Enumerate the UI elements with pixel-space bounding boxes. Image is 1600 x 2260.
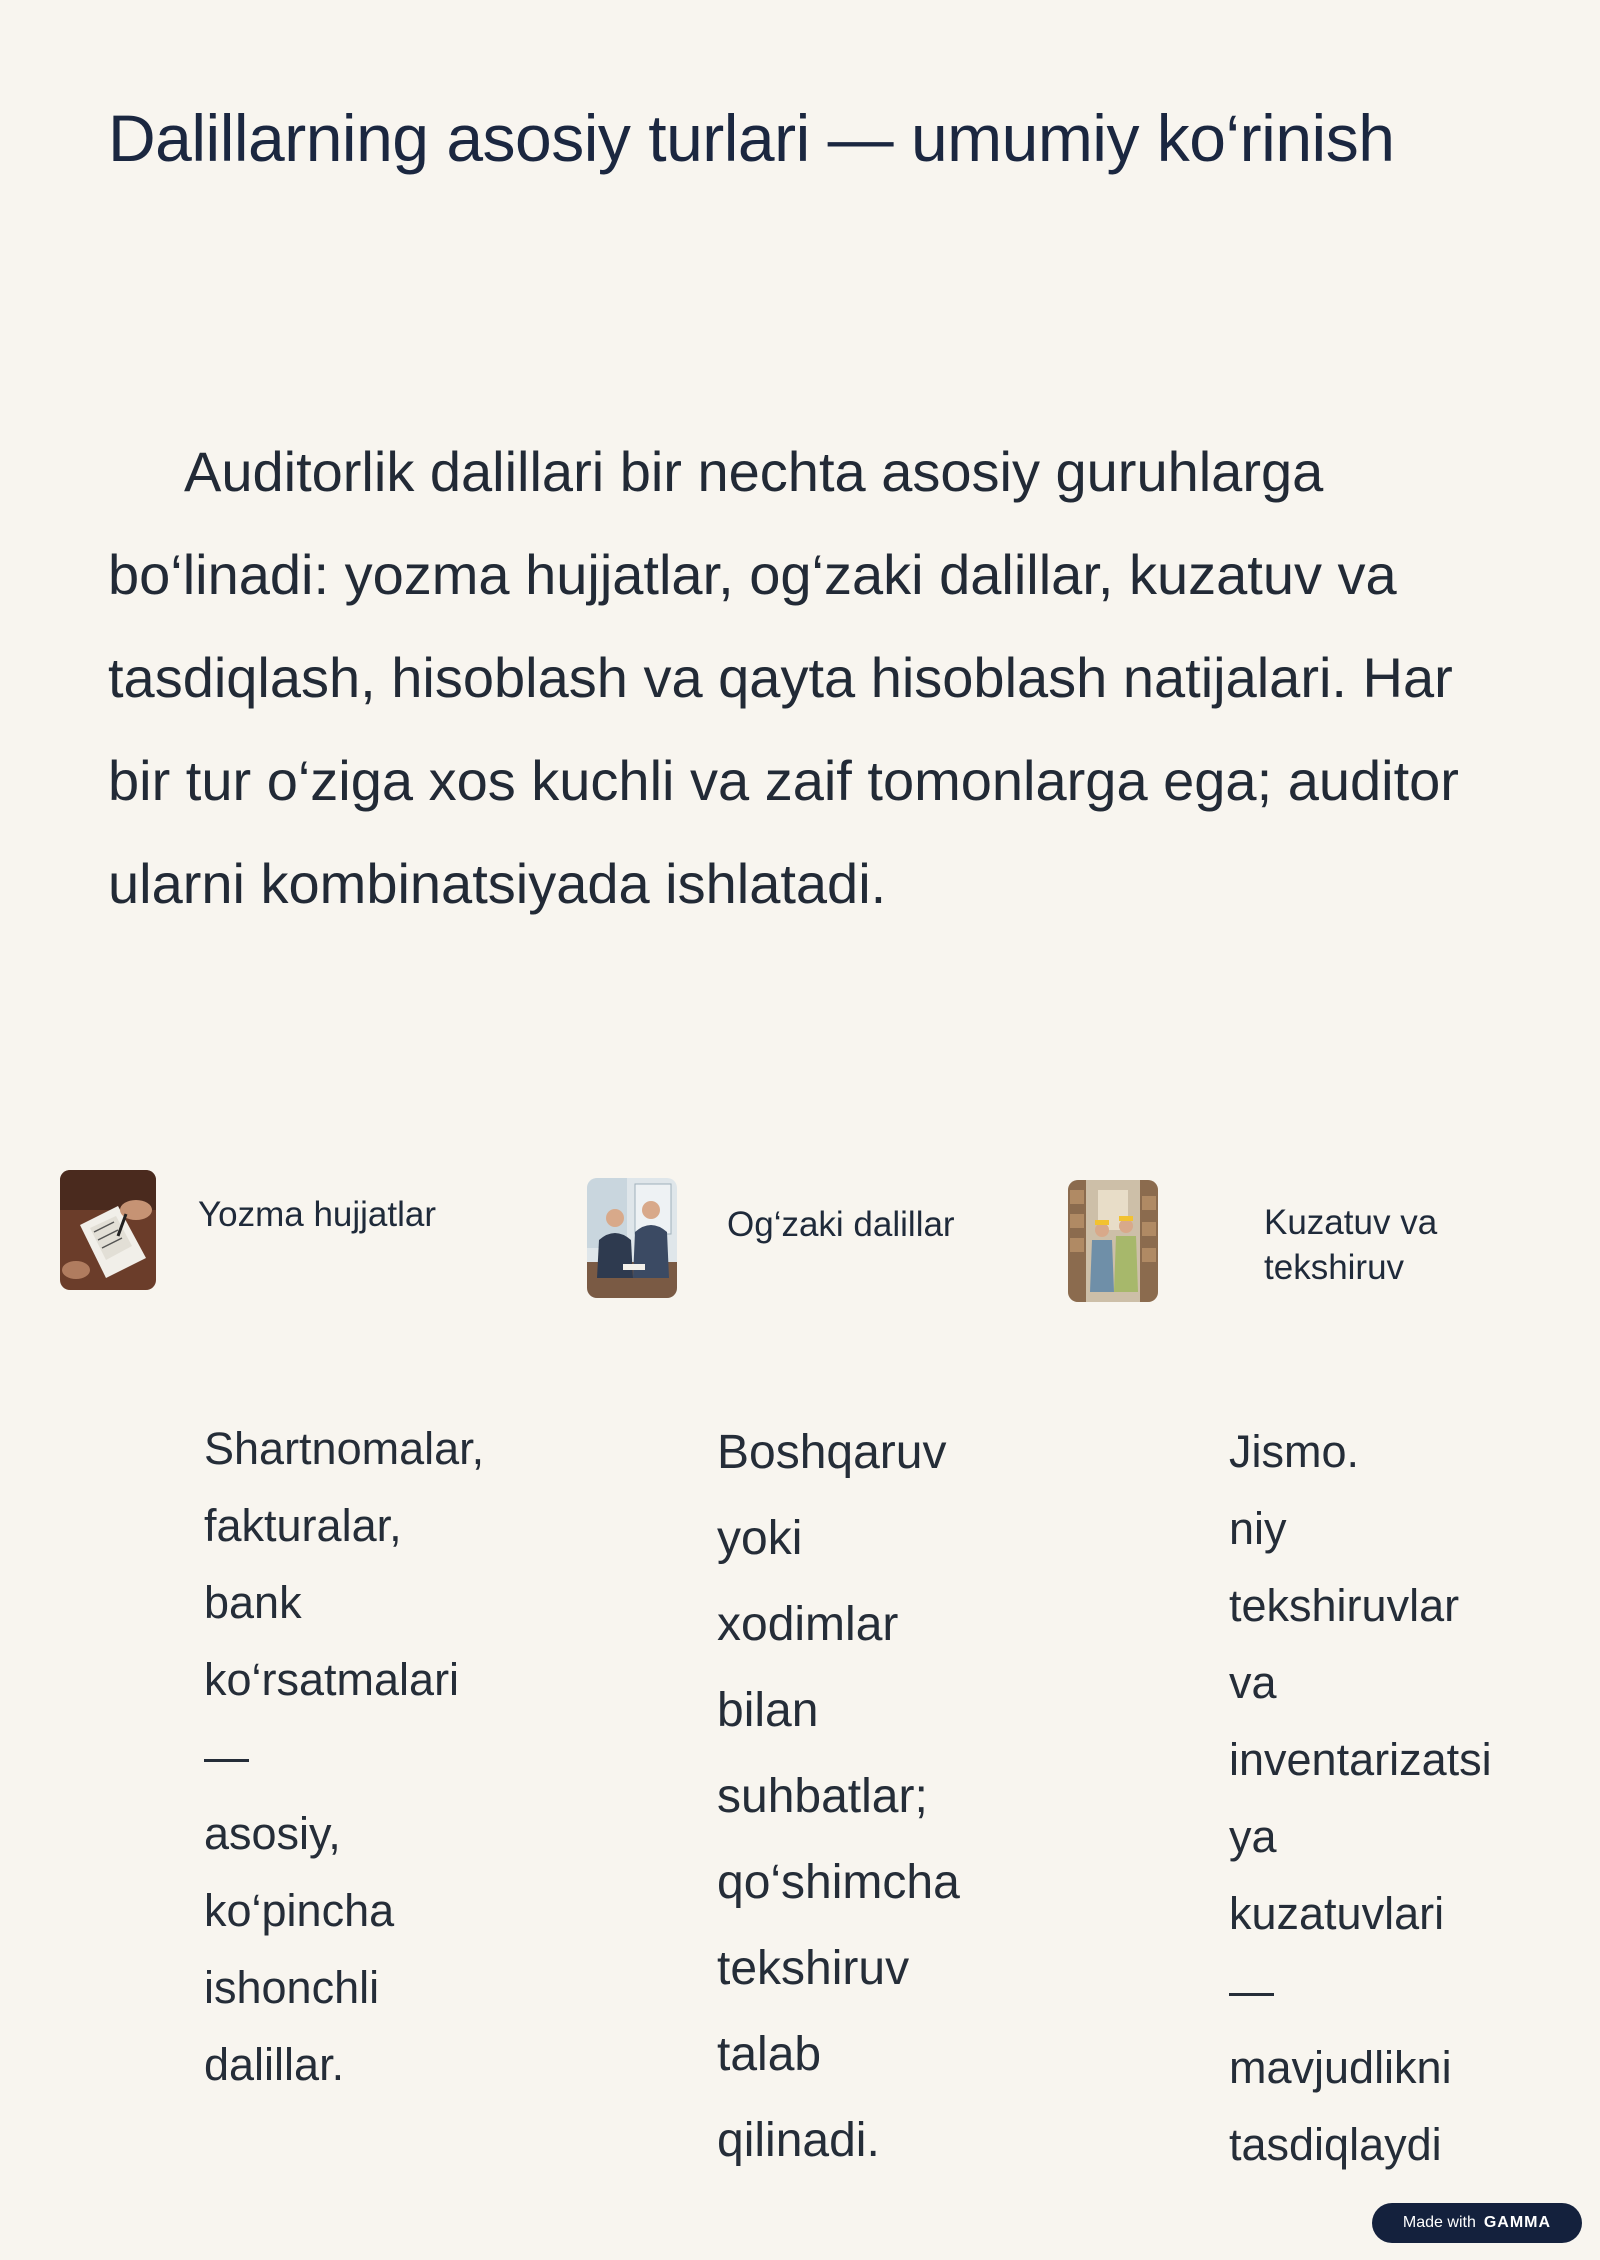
card-description: Jismo. niy tekshiruvlar va inventarizatsi ya kuzatuvlari — mavjudlikni tasdiqlaydi — [1229, 1426, 1492, 2170]
badge-made-with: Made with — [1402, 2214, 1476, 2231]
card-observation — [1068, 1180, 1484, 1302]
made-with-gamma-badge[interactable] — [1372, 2203, 1582, 2243]
card-description: Boshqaruv yoki xodimlar bilan suhbatlar; qo‘shimcha tekshiruv talab qilinadi. — [717, 1426, 960, 2167]
card-label: Og‘zaki dalillar — [727, 1205, 955, 1244]
documents-illustration — [60, 1170, 156, 1290]
card-written-documents — [60, 1170, 436, 1290]
card-description: Shartnomalar, fakturalar, bank ko‘rsatmalari — asosiy, ko‘pincha ishonchli dalillar. — [204, 1423, 485, 2090]
page-title: Dalillarning asosiy turlari — umumiy ko‘rinish — [108, 101, 1395, 175]
gamma-logo: GAMMA — [1483, 2214, 1552, 2231]
card-oral-evidence — [587, 1178, 955, 1298]
card-label: Yozma hujjatlar — [198, 1195, 437, 1234]
interview-illustration — [587, 1178, 677, 1298]
card-label: Kuzatuv va tekshiruv — [1264, 1203, 1438, 1287]
warehouse-illustration — [1068, 1180, 1158, 1302]
intro-paragraph: Auditorlik dalillari bir nechta asosiy guruhlarga bo‘linadi: yozma hujjatlar, og‘zaki dalillar, kuzatuv va tasdiqlash, hisoblash va qayta hisoblash natijalari. Har bir tur o‘ziga xos kuchli va zaif tomonlarga ega; auditor ularni kombinatsiyada ishlatadi. — [108, 440, 1459, 915]
